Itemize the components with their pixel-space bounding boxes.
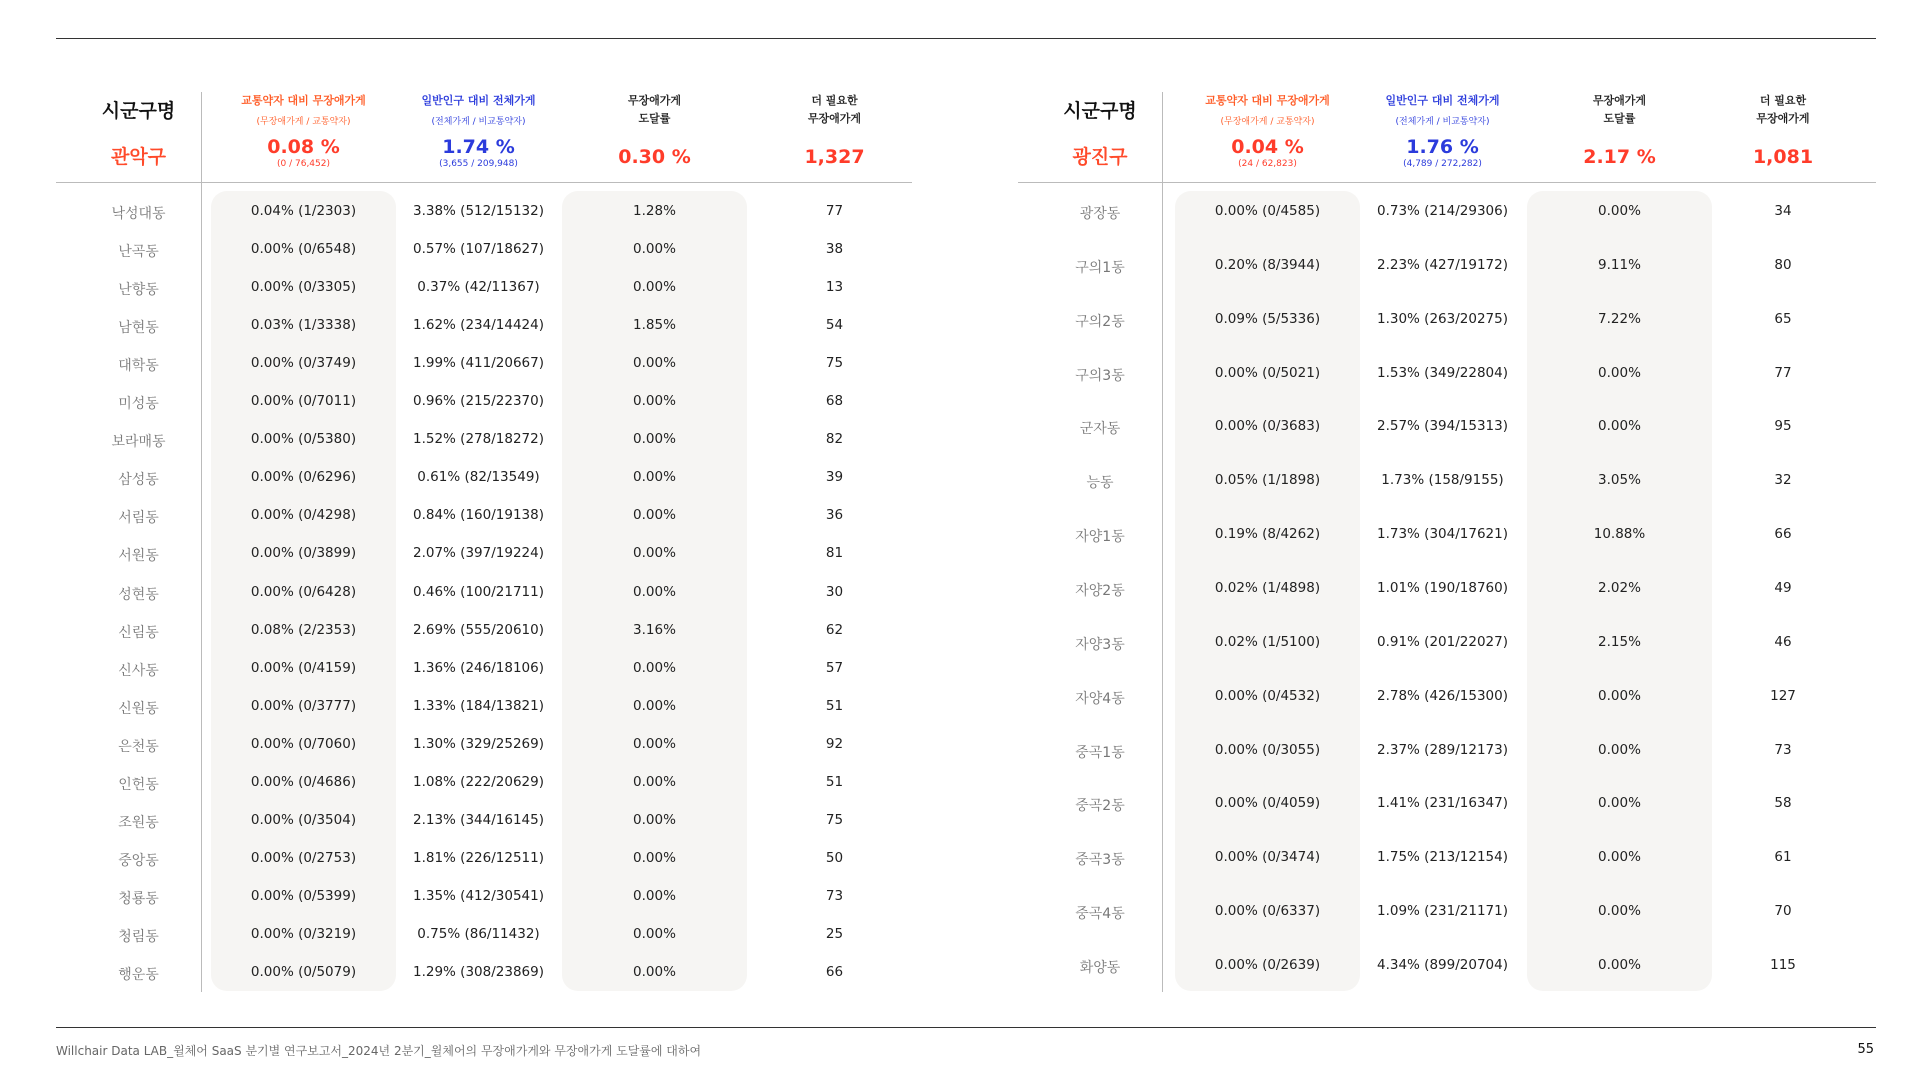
col1-value: 0.08 % [267, 136, 340, 158]
dong-name: 능동 [1086, 475, 1114, 492]
col4-cell: 75 [825, 355, 844, 372]
col1-cell: 0.02% (1/5100) [1214, 633, 1321, 650]
col1-cell: 0.00% (0/3219) [250, 925, 357, 942]
col3-cell: 0.00% [1598, 903, 1641, 920]
col3-cell: 0.00% [633, 849, 676, 866]
col4-cell: 65 [1774, 310, 1792, 327]
dong-name: 구의2동 [1075, 313, 1125, 330]
col4-cell: 58 [1774, 795, 1792, 812]
col2-cell: 0.37% (42/11367) [417, 279, 540, 296]
col1-cell: 0.00% (0/3749) [250, 355, 357, 372]
col4-cell: 13 [825, 279, 844, 296]
dong-name: 중곡4동 [1075, 906, 1125, 923]
col2-cell: 0.91% (201/22027) [1377, 633, 1508, 650]
col1-cell: 0.20% (8/3944) [1214, 256, 1321, 273]
col2-cell: 3.38% (512/15132) [413, 203, 544, 219]
col2-cell: 1.30% (329/25269) [413, 735, 544, 752]
col1-cell: 0.00% (0/3899) [250, 545, 357, 562]
col4-cell: 38 [825, 241, 844, 258]
dong-name: 난곡동 [118, 244, 159, 261]
col4-title-line1: 더 필요한 [1759, 94, 1807, 107]
col1-cell: 0.00% (0/5079) [250, 964, 357, 980]
col3-cell: 0.00% [633, 431, 676, 448]
district-header: 시군구명 [1063, 100, 1137, 122]
col4-cell: 77 [825, 203, 844, 219]
col3-cell: 0.00% [1598, 849, 1641, 866]
left-district-table [56, 0, 912, 1081]
col3-cell: 0.00% [633, 925, 676, 942]
dong-name: 중앙동 [118, 852, 159, 869]
col3-title-line1: 무장애가게 [1592, 94, 1647, 107]
col3-cell: 0.00% [633, 241, 676, 258]
col1-cell: 0.00% (0/3055) [1214, 741, 1321, 758]
col2-subtitle: (전체가게 / 비교통약자) [431, 117, 526, 127]
col2-cell: 1.73% (158/9155) [1381, 472, 1504, 489]
col2-cell: 0.84% (160/19138) [413, 507, 544, 524]
col3-cell: 2.02% [1598, 579, 1641, 596]
col2-cell: 1.33% (184/13821) [413, 697, 544, 714]
col1-cell: 0.00% (0/7060) [250, 735, 357, 752]
col4-title-line1: 더 필요한 [811, 94, 858, 107]
col1-cell: 0.00% (0/5380) [250, 431, 357, 448]
col3-cell: 0.00% [1598, 741, 1641, 758]
col4-value: 1,327 [804, 146, 865, 168]
col1-cell: 0.00% (0/3777) [250, 697, 357, 714]
col4-title-line2: 무장애가게 [807, 112, 862, 125]
col3-cell: 0.00% [633, 279, 676, 296]
col4-cell: 57 [825, 659, 844, 676]
col1-title: 교통약자 대비 무장애가게 [241, 94, 366, 107]
col3-cell: 1.28% [633, 203, 676, 219]
col3-cell: 0.00% [633, 507, 676, 524]
col1-cell: 0.00% (0/2753) [250, 849, 357, 866]
district-header: 시군구명 [101, 100, 176, 122]
col2-cell: 2.78% (426/15300) [1377, 687, 1508, 704]
col1-cell: 0.00% (0/2639) [1214, 956, 1321, 973]
dong-name: 자양2동 [1075, 582, 1125, 599]
col4-cell: 51 [825, 773, 844, 790]
col1-cell: 0.05% (1/1898) [1214, 472, 1321, 489]
col1-cell: 0.08% (2/2353) [250, 621, 357, 638]
dong-name: 신사동 [118, 662, 159, 679]
col4-cell: 81 [825, 545, 844, 562]
dong-name: 신원동 [118, 700, 159, 717]
col2-cell: 1.29% (308/23869) [413, 964, 544, 980]
dong-name: 인헌동 [118, 776, 159, 793]
col3-cell: 0.00% [1598, 795, 1641, 812]
col4-cell: 82 [825, 431, 844, 448]
dong-name: 삼성동 [118, 472, 159, 489]
col3-value: 2.17 % [1583, 146, 1656, 168]
col3-cell: 3.16% [633, 621, 676, 638]
page-number: 55 [1857, 1042, 1874, 1057]
col3-cell: 0.00% [1598, 418, 1641, 435]
col2-cell: 1.81% (226/12511) [413, 849, 544, 866]
col1-subtitle: (무장애가게 / 교통약자) [1220, 117, 1315, 127]
dong-name: 중곡1동 [1075, 744, 1125, 761]
col3-cell: 0.00% [633, 887, 676, 904]
col2-cell: 1.75% (213/12154) [1377, 849, 1508, 866]
col2-cell: 1.53% (349/22804) [1377, 364, 1508, 381]
col3-cell: 0.00% [633, 659, 676, 676]
col2-cell: 1.52% (278/18272) [413, 431, 544, 448]
col4-cell: 54 [825, 317, 844, 334]
dong-name: 난향동 [118, 282, 159, 299]
col1-cell: 0.04% (1/2303) [250, 203, 357, 219]
dong-name: 자양4동 [1075, 690, 1125, 707]
dong-name: 서림동 [118, 510, 159, 527]
col1-cell: 0.00% (0/3305) [250, 279, 357, 296]
col4-cell: 73 [825, 887, 844, 904]
col3-cell: 0.00% [633, 583, 676, 600]
col2-value: 1.76 % [1406, 136, 1479, 158]
col3-cell: 10.88% [1593, 526, 1646, 543]
col4-cell: 62 [825, 621, 844, 638]
dong-name: 낙성대동 [111, 206, 166, 222]
col1-cell: 0.00% (0/4532) [1214, 687, 1321, 704]
dong-name: 중곡3동 [1075, 852, 1125, 869]
dong-name: 남현동 [118, 320, 159, 337]
col3-cell: 0.00% [633, 469, 676, 486]
dong-name: 구의3동 [1075, 367, 1125, 384]
col1-subtitle: (무장애가게 / 교통약자) [256, 117, 351, 127]
col2-cell: 1.08% (222/20629) [413, 773, 544, 790]
col1-cell: 0.00% (0/3504) [250, 811, 357, 828]
dong-name: 서원동 [118, 548, 159, 565]
dong-name: 군자동 [1079, 421, 1121, 438]
col2-cell: 4.34% (899/20704) [1377, 956, 1508, 973]
dong-name: 중곡2동 [1075, 798, 1125, 815]
col2-cell: 0.57% (107/18627) [413, 241, 544, 258]
bottom-rule [56, 1027, 1876, 1028]
col4-cell: 51 [825, 697, 844, 714]
col1-value-sub: (24 / 62,823) [1238, 159, 1297, 169]
dong-name: 보라매동 [111, 434, 166, 451]
col2-cell: 1.99% (411/20667) [413, 355, 544, 372]
col2-cell: 0.46% (100/21711) [413, 583, 544, 600]
col2-cell: 1.41% (231/16347) [1377, 795, 1508, 812]
col4-cell: 75 [825, 811, 844, 828]
dong-name: 은천동 [118, 738, 159, 755]
col4-cell: 30 [825, 583, 844, 600]
col1-cell: 0.00% (0/6428) [250, 583, 357, 600]
col4-cell: 32 [1774, 472, 1792, 489]
col4-cell: 115 [1770, 956, 1796, 973]
col1-cell: 0.00% (0/3683) [1214, 418, 1321, 435]
col4-cell: 66 [1774, 526, 1792, 543]
col2-cell: 1.73% (304/17621) [1377, 526, 1508, 543]
col2-cell: 2.23% (427/19172) [1377, 256, 1508, 273]
col4-cell: 80 [1774, 256, 1792, 273]
col1-cell: 0.00% (0/4298) [250, 507, 357, 524]
dong-name: 성현동 [118, 586, 159, 603]
col2-value-sub: (3,655 / 209,948) [439, 159, 518, 169]
col1-cell: 0.00% (0/4686) [250, 773, 357, 790]
col2-cell: 1.09% (231/21171) [1377, 903, 1508, 920]
col3-cell: 7.22% [1598, 310, 1641, 327]
col1-value: 0.04 % [1231, 136, 1304, 158]
col4-cell: 92 [825, 735, 844, 752]
col3-cell: 0.00% [633, 811, 676, 828]
col3-cell: 9.11% [1598, 256, 1641, 273]
col3-value: 0.30 % [618, 146, 691, 168]
col3-cell: 0.00% [633, 773, 676, 790]
col4-cell: 73 [1774, 741, 1792, 758]
col1-cell: 0.00% (0/4059) [1214, 795, 1321, 812]
col1-cell: 0.09% (5/5336) [1214, 310, 1321, 327]
col4-cell: 66 [825, 964, 844, 980]
col2-cell: 1.36% (246/18106) [413, 659, 544, 676]
col2-cell: 2.69% (555/20610) [413, 621, 544, 638]
col4-cell: 46 [1774, 633, 1792, 650]
col3-cell: 0.00% [1598, 956, 1641, 973]
col4-value: 1,081 [1752, 146, 1814, 168]
district-name: 관악구 [110, 146, 167, 168]
col1-cell: 0.00% (0/6296) [250, 469, 357, 486]
col2-cell: 0.73% (214/29306) [1377, 203, 1508, 219]
col4-cell: 25 [825, 925, 844, 942]
right-district-table [1018, 0, 1876, 1081]
col3-cell: 0.00% [633, 697, 676, 714]
col4-cell: 95 [1774, 418, 1792, 435]
col3-title-line1: 무장애가게 [627, 94, 682, 107]
dong-name: 대학동 [118, 358, 159, 375]
col1-cell: 0.00% (0/4585) [1214, 203, 1321, 219]
col3-cell: 0.00% [633, 545, 676, 562]
dong-name: 자양1동 [1075, 529, 1125, 546]
col4-cell: 127 [1770, 687, 1796, 704]
dong-name: 행운동 [118, 967, 159, 983]
dong-name: 신림동 [118, 624, 159, 641]
dong-name: 미성동 [118, 396, 159, 413]
dong-name: 광장동 [1079, 206, 1121, 222]
col3-cell: 2.15% [1598, 633, 1641, 650]
col4-cell: 70 [1774, 903, 1792, 920]
col1-cell: 0.00% (0/6548) [250, 241, 357, 258]
col1-cell: 0.00% (0/6337) [1214, 903, 1321, 920]
footer-report-title: Willchair Data LAB_윌체어 SaaS 분기별 연구보고서_2024년 2분기_윌체어의 무장애가게와 무장애가게 도달률에 대하여 [56, 1044, 702, 1058]
district-name: 광진구 [1072, 146, 1128, 168]
col3-cell: 0.00% [1598, 687, 1641, 704]
col3-title-line2: 도달률 [1603, 112, 1636, 125]
col3-cell: 3.05% [1598, 472, 1641, 489]
col1-title: 교통약자 대비 무장애가게 [1205, 94, 1330, 107]
col1-cell: 0.00% (0/3474) [1214, 849, 1321, 866]
dong-name: 청림동 [118, 928, 159, 945]
col4-title-line2: 무장애가게 [1756, 112, 1810, 125]
col4-cell: 61 [1774, 849, 1792, 866]
col2-value: 1.74 % [442, 136, 515, 158]
col2-value-sub: (4,789 / 272,282) [1403, 159, 1482, 169]
col1-cell: 0.19% (8/4262) [1214, 526, 1321, 543]
col2-cell: 2.13% (344/16145) [413, 811, 544, 828]
header-divider [1018, 182, 1876, 183]
col1-cell: 0.00% (0/7011) [250, 393, 357, 410]
header-divider [56, 182, 912, 183]
dong-name: 조원동 [118, 814, 159, 831]
col3-cell: 1.85% [633, 317, 676, 334]
col2-cell: 1.01% (190/18760) [1377, 579, 1508, 596]
col1-cell: 0.00% (0/4159) [250, 659, 357, 676]
col1-cell: 0.03% (1/3338) [250, 317, 357, 334]
col3-cell: 0.00% [1598, 364, 1641, 381]
col2-cell: 0.75% (86/11432) [417, 925, 540, 942]
col2-subtitle: (전체가게 / 비교통약자) [1395, 117, 1490, 127]
col2-title: 일반인구 대비 전체가게 [421, 94, 536, 107]
col2-cell: 2.57% (394/15313) [1377, 418, 1508, 435]
dong-name: 구의1동 [1075, 259, 1125, 276]
col2-title: 일반인구 대비 전체가게 [1385, 94, 1500, 107]
col4-cell: 36 [825, 507, 844, 524]
dong-name: 청룡동 [118, 890, 159, 907]
col2-cell: 0.61% (82/13549) [417, 469, 540, 486]
col1-cell: 0.02% (1/4898) [1214, 579, 1321, 596]
col2-cell: 2.37% (289/12173) [1377, 741, 1508, 758]
col1-cell: 0.00% (0/5399) [250, 887, 357, 904]
col2-cell: 0.96% (215/22370) [413, 393, 544, 410]
col3-cell: 0.00% [633, 393, 676, 410]
col4-cell: 68 [825, 393, 844, 410]
col1-cell: 0.00% (0/5021) [1214, 364, 1321, 381]
col4-cell: 77 [1774, 364, 1792, 381]
col1-value-sub: (0 / 76,452) [277, 159, 330, 169]
dong-name: 자양3동 [1075, 636, 1125, 653]
dong-name: 화양동 [1079, 959, 1121, 976]
col2-cell: 2.07% (397/19224) [413, 545, 544, 562]
col4-cell: 49 [1774, 579, 1792, 596]
col2-cell: 1.62% (234/14424) [413, 317, 544, 334]
col3-title-line2: 도달률 [638, 112, 671, 125]
col3-cell: 0.00% [633, 735, 676, 752]
col2-cell: 1.30% (263/20275) [1377, 310, 1508, 327]
col4-cell: 34 [1774, 203, 1792, 219]
col4-cell: 39 [825, 469, 844, 486]
col2-cell: 1.35% (412/30541) [413, 887, 544, 904]
col3-cell: 0.00% [1598, 203, 1641, 219]
col3-cell: 0.00% [633, 964, 676, 980]
col4-cell: 50 [825, 849, 844, 866]
col3-cell: 0.00% [633, 355, 676, 372]
